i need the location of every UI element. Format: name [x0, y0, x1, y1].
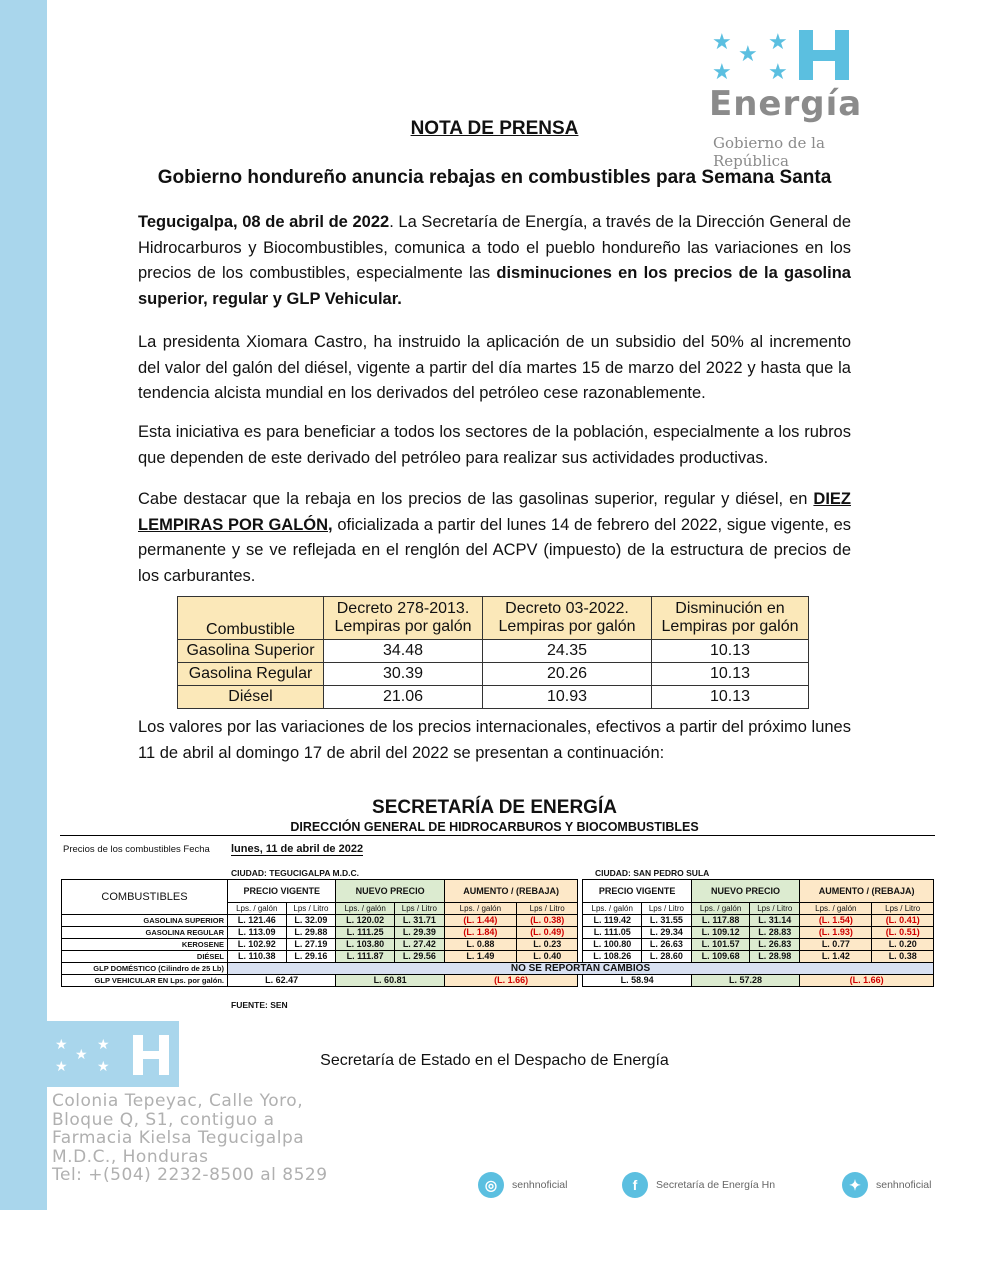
- group-header: AUMENTO / (REBAJA): [444, 880, 578, 903]
- unit-header: Lps / Litro: [516, 903, 578, 915]
- social-label: senhnoficial: [876, 1179, 932, 1191]
- address-block: [52, 1092, 328, 1185]
- fuel-name: DIÉSEL: [62, 951, 228, 963]
- table-cell: L. 29.16: [286, 951, 336, 963]
- fuel-name: KEROSENE: [62, 939, 228, 951]
- table-cell: L. 113.09: [228, 927, 287, 939]
- table-cell: 21.06: [324, 686, 483, 709]
- table-row: [178, 663, 809, 686]
- table-row: [62, 939, 934, 951]
- group-header: NUEVO PRECIO: [336, 880, 444, 903]
- table-cell: L. 28.60: [641, 951, 691, 963]
- table-cell: L. 0.23: [516, 939, 578, 951]
- table-cell: L. 117.88: [691, 915, 750, 927]
- fuel-name: GASOLINA SUPERIOR: [62, 915, 228, 927]
- social-twitter[interactable]: [842, 1170, 931, 1200]
- table-cell: (L. 0.41): [872, 915, 934, 927]
- social-facebook[interactable]: [622, 1170, 775, 1200]
- table-cell: L. 31.55: [641, 915, 691, 927]
- address-line: Tel: +(504) 2232-8500 al 8529: [52, 1165, 328, 1185]
- fuel-name: GASOLINA REGULAR: [62, 927, 228, 939]
- table-cell: L. 31.14: [750, 915, 800, 927]
- address-line: Farmacia Kielsa Tegucigalpa: [52, 1128, 305, 1148]
- table-cell: (L. 1.84): [444, 927, 516, 939]
- secretaria-title: SECRETARÍA DE ENERGÍA: [372, 797, 617, 818]
- decree-table: [177, 596, 809, 709]
- no-changes-note: NO SE REPORTAN CAMBIOS: [228, 963, 934, 975]
- table-cell: Gasolina Regular: [178, 663, 324, 686]
- address-line: Bloque Q, S1, contiguo a: [52, 1109, 275, 1130]
- table-cell: L. 29.88: [286, 927, 336, 939]
- table-row: [178, 597, 809, 640]
- table-cell: L. 32.09: [286, 915, 336, 927]
- logo-word: Energía: [709, 84, 863, 124]
- glp-vehicular-label: GLP VEHICULAR EN Lps. por galón.: [62, 975, 228, 987]
- table-header: Disminución en Lempiras por galón: [652, 597, 809, 640]
- table-cell: (L. 1.66): [800, 975, 934, 987]
- table-cell: 20.26: [483, 663, 652, 686]
- table-cell: L. 26.83: [750, 939, 800, 951]
- social-label: Secretaría de Energía Hn: [656, 1179, 776, 1191]
- paragraph-1-bold: disminuciones en los precios de la gasolina superior, regular y GLP Vehicular.: [138, 264, 851, 308]
- table-cell: L. 1.42: [800, 951, 872, 963]
- table-cell: L. 57.28: [691, 975, 799, 987]
- table-cell: L. 26.63: [641, 939, 691, 951]
- fecha-label: Precios de los combustibles Fecha: [63, 844, 210, 855]
- unit-header: Lps. / galón: [336, 903, 395, 915]
- unit-header: Lps. / galón: [583, 903, 642, 915]
- table-header: Combustible: [178, 597, 324, 640]
- table-row: [62, 951, 934, 963]
- unit-header: Lps / Litro: [286, 903, 336, 915]
- price-table: [61, 879, 934, 987]
- table-cell: 30.39: [324, 663, 483, 686]
- social-label: senhnoficial: [512, 1179, 568, 1191]
- glp-domestico-label: GLP DOMÉSTICO (Cilindro de 25 Lb): [62, 963, 228, 975]
- address-line: M.D.C., Honduras: [52, 1146, 209, 1167]
- city-tegucigalpa: CIUDAD: TEGUCIGALPA M.D.C.: [231, 868, 359, 878]
- table-row: [62, 975, 934, 987]
- twitter-icon: ✦: [842, 1172, 868, 1198]
- table-cell: L. 31.71: [394, 915, 444, 927]
- table-cell: L. 111.25: [336, 927, 395, 939]
- table-cell: L. 28.98: [750, 951, 800, 963]
- press-title: NOTA DE PRENSA: [410, 118, 579, 139]
- table-cell: L. 28.83: [750, 927, 800, 939]
- table-cell: L. 111.87: [336, 951, 395, 963]
- group-header: AUMENTO / (REBAJA): [800, 880, 934, 903]
- direccion-subtitle: DIRECCIÓN GENERAL DE HIDROCARBUROS Y BIOCOMBUSTIBLES: [290, 820, 699, 834]
- address-line: Colonia Tepeyac, Calle Yoro,: [52, 1091, 304, 1111]
- h-letter-icon: [797, 28, 851, 82]
- table-cell: L. 0.38: [872, 951, 934, 963]
- price-rows: [62, 915, 934, 963]
- table-cell: L. 1.49: [444, 951, 516, 963]
- table-cell: (L. 0.51): [872, 927, 934, 939]
- table-cell: L. 121.46: [228, 915, 287, 927]
- table-cell: (L. 1.66): [444, 975, 578, 987]
- table-cell: L. 101.57: [691, 939, 750, 951]
- footer-logo: ★ ★ ★ ★ ★: [47, 1021, 179, 1087]
- paragraph-1-text: . La Secretaría de Energía, a través de la Dirección General de Hidrocarburos y Biocombustibles, comunica a todo el pueblo hondureño las variaciones en los precios de los combustibles, especialmente las: [138, 213, 851, 282]
- social-instagram[interactable]: [478, 1170, 567, 1200]
- group-header: PRECIO VIGENTE: [583, 880, 691, 903]
- table-cell: L. 0.40: [516, 951, 578, 963]
- combustibles-header: COMBUSTIBLES: [62, 880, 228, 915]
- table-cell: L. 100.80: [583, 939, 642, 951]
- table-header: Decreto 03-2022. Lempiras por galón: [483, 597, 652, 640]
- table-cell: L. 62.47: [228, 975, 336, 987]
- table-cell: (L. 1.44): [444, 915, 516, 927]
- unit-header: Lps / Litro: [394, 903, 444, 915]
- table-cell: L. 29.39: [394, 927, 444, 939]
- fecha-value: lunes, 11 de abril de 2022: [231, 843, 364, 855]
- paragraph-4-b: oficializada a partir del lunes 14 de febrero del 2022, sigue vigente, es permanente y se ve reflejada en el renglón del ACPV (impuesto) de la estructura de precios de los carburantes.: [138, 515, 851, 585]
- table-cell: L. 102.92: [228, 939, 287, 951]
- unit-header: Lps. / galón: [691, 903, 750, 915]
- table-cell: Gasolina Superior: [178, 640, 324, 663]
- group-header: NUEVO PRECIO: [691, 880, 799, 903]
- headline: Gobierno hondureño anuncia rebajas en combustibles para Semana Santa: [157, 167, 832, 188]
- table-cell: (L. 0.38): [516, 915, 578, 927]
- table-cell: L. 109.68: [691, 951, 750, 963]
- table-cell: L. 29.34: [641, 927, 691, 939]
- unit-header: Lps. / galón: [444, 903, 516, 915]
- table-row: [62, 927, 934, 939]
- table-cell: L. 110.38: [228, 951, 287, 963]
- table-cell: L. 120.02: [336, 915, 395, 927]
- table-row: [62, 880, 934, 903]
- table-row: [62, 963, 934, 975]
- table-cell: Diésel: [178, 686, 324, 709]
- group-header: PRECIO VIGENTE: [228, 880, 336, 903]
- dateline: Tegucigalpa, 08 de abril de 2022: [138, 213, 390, 231]
- paragraph-5: Los valores por las variaciones de los precios internacionales, efectivos a partir del próximo lunes 11 de abril al domingo 17 de abril del 2022 se presentan a continuación:: [138, 718, 851, 762]
- table-cell: L. 29.56: [394, 951, 444, 963]
- divider: [60, 835, 935, 836]
- table-cell: L. 0.77: [800, 939, 872, 951]
- table-cell: L. 109.12: [691, 927, 750, 939]
- fuente-note: FUENTE: SEN: [231, 1000, 288, 1010]
- unit-header: Lps. / galón: [800, 903, 872, 915]
- table-cell: (L. 1.93): [800, 927, 872, 939]
- unit-header: Lps / Litro: [641, 903, 691, 915]
- paragraph-1: [138, 210, 851, 312]
- table-cell: L. 58.94: [583, 975, 691, 987]
- table-cell: L. 119.42: [583, 915, 642, 927]
- paragraph-4-a: Cabe destacar que la rebaja en los precios de las gasolinas superior, regular y diésel, en: [138, 490, 814, 508]
- table-cell: L. 111.05: [583, 927, 642, 939]
- stars-icon: ★ ★ ★ ★ ★: [712, 29, 788, 84]
- table-cell: 10.93: [483, 686, 652, 709]
- table-cell: (L. 0.49): [516, 927, 578, 939]
- table-cell: L. 60.81: [336, 975, 444, 987]
- table-cell: 10.13: [652, 663, 809, 686]
- table-cell: 24.35: [483, 640, 652, 663]
- table-cell: L. 0.88: [444, 939, 516, 951]
- table-cell: 34.48: [324, 640, 483, 663]
- unit-header: Lps. / galón: [228, 903, 287, 915]
- city-san-pedro-sula: CIUDAD: SAN PEDRO SULA: [595, 868, 710, 878]
- table-cell: L. 27.19: [286, 939, 336, 951]
- table-header: Decreto 278-2013. Lempiras por galón: [324, 597, 483, 640]
- table-cell: L. 27.42: [394, 939, 444, 951]
- unit-header: Lps / Litro: [872, 903, 934, 915]
- paragraph-4-emphasis: DIEZ LEMPIRAS POR GALÓN,: [138, 490, 851, 534]
- table-row: [178, 640, 809, 663]
- table-row: [178, 686, 809, 709]
- facebook-icon: f: [622, 1172, 648, 1198]
- paragraph-4: [138, 487, 851, 589]
- footer-organization: Secretaría de Estado en el Despacho de Energía: [320, 1052, 669, 1069]
- table-cell: 10.13: [652, 640, 809, 663]
- paragraph-3: Esta iniciativa es para beneficiar a todos los sectores de la población, especialmente a los rubros que dependen de este derivado del petróleo para realizar sus actividades productivas.: [138, 423, 851, 467]
- table-cell: 10.13: [652, 686, 809, 709]
- unit-header: Lps / Litro: [750, 903, 800, 915]
- instagram-icon: ◎: [478, 1172, 504, 1198]
- paragraph-2: La presidenta Xiomara Castro, ha instruido la aplicación de un subsidio del 50% al incremento del valor del galón del diésel, vigente a partir del día martes 15 de marzo del 2022 y hasta que la tendencia alcista mundial en los derivados del petróleo cese razonablemente.: [138, 333, 851, 402]
- table-cell: L. 108.26: [583, 951, 642, 963]
- table-cell: L. 103.80: [336, 939, 395, 951]
- table-cell: (L. 1.54): [800, 915, 872, 927]
- table-cell: L. 0.20: [872, 939, 934, 951]
- table-row: [62, 915, 934, 927]
- logo-subtitle: Gobierno de la República: [713, 134, 825, 170]
